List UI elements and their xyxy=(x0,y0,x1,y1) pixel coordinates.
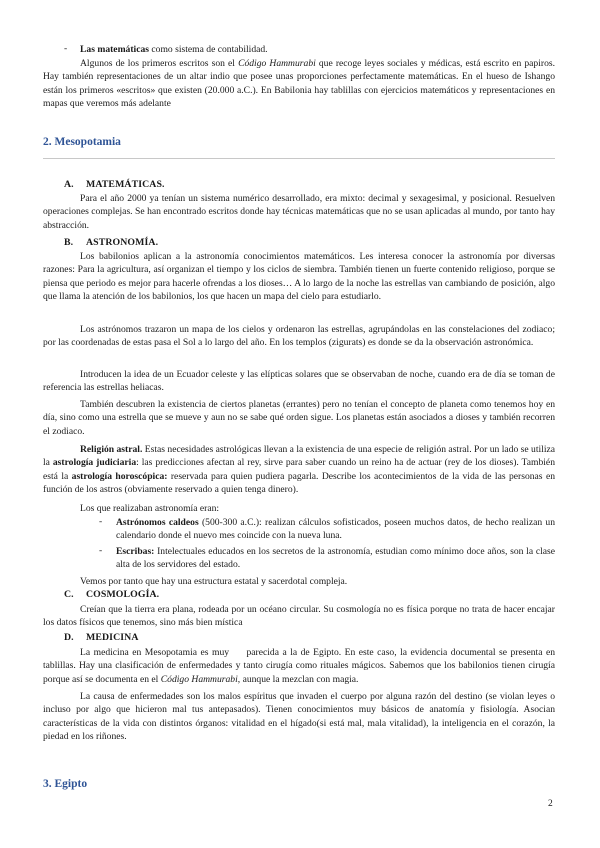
section-d-text-1: La medicina en Mesopotamia es muy parecida a la de Egipto. En este caso, la evidencia documental se presenta en tablillas. Hay una clasificación de enfermedades y tanto cirugía como rituales mágicos. Sabemos que los babilonios tienen cirugía porque así se documenta en el xyxy=(43,647,558,685)
bullet-bold-text: Las matemáticas xyxy=(80,44,150,55)
section-b-paragraph-3: Introducen la idea de un Ecuador celeste y las elípticas solares que se observaban de noche, cuando era de día se toman de referencia las estrellas heliacas. xyxy=(43,369,555,394)
section-d-letter: D. xyxy=(64,632,74,643)
p5-text-3: reservada para quien pudiera pagarla. Describe los acontecimientos de la vida de las personas en función de los astros (obviamente reservado a quien tenga dinero). xyxy=(43,470,555,496)
section-c-text: Creían que la tierra era plana, rodeada por un océano circular. Su cosmología no es física porque no trata de hacer encajar los datos físicos que tenemos, sino más bien mística xyxy=(43,604,555,629)
bullet-escribas xyxy=(116,545,555,572)
bullet-marker: - xyxy=(99,545,103,556)
astrologia-horoscopica-bold: astrología horoscópica: xyxy=(71,470,168,482)
bullet-bold-text: Astrónomos caldeos xyxy=(116,517,199,528)
bullet-matematicas xyxy=(80,43,560,56)
section-b-paragraph-2: Los astrónomos trazaron un mapa de los cielos y ordenaron las estrellas, agrupándolas en las constelaciones del zodiaco; por las coordenadas de estas pasa el Sol a lo largo del año. En los templos (zigurats) es donde se da la observación astronómica. xyxy=(43,324,555,349)
section-d-heading xyxy=(64,632,139,643)
section-b-paragraph-7: Vemos por tanto que hay una estructura estatal y sacerdotal compleja. xyxy=(80,576,348,587)
section-a-letter: A. xyxy=(64,179,74,190)
section-c-letter: C. xyxy=(64,589,74,600)
intro-text-2: que recoge leyes sociales y médicas, está escrito en papiros. Hay también representaciones de un altar indio que posee unas proporciones perfectamente matemáticas. En el hueso de Ishango están los primeros «escritos» que existen (20.000 a.C.). En Babilonia hay tablillas con ejercicios matemáticos y representaciones en mapas que veremos más adelante xyxy=(43,58,555,110)
p5-text-2: : las predicciones afectan al rey, sirve para saber cuando un reino ha de actuar (rey de los dioses). También está la xyxy=(43,457,555,482)
intro-italic: Código Hammurabi xyxy=(238,58,316,69)
section-b-paragraph-5 xyxy=(43,443,555,497)
bullet-text: (500-300 a.C.): realizan cálculos sofisticados, poseen muchos datos, de hecho realizan un calendario donde el nuevo mes coincide con la nueva luna. xyxy=(116,517,555,542)
bullet-astronomos-caldeos xyxy=(116,516,555,543)
bullet-marker: - xyxy=(64,43,68,54)
section-a-title: MATEMÁTICAS. xyxy=(86,179,165,190)
heading-divider xyxy=(43,158,555,159)
intro-paragraph xyxy=(43,57,555,111)
section-c-title: COSMOLOGÍA. xyxy=(86,589,160,600)
bullet-text: como sistema de contabilidad. xyxy=(149,44,268,55)
section-a-text: Para el año 2000 ya tenían un sistema numérico desarrollado, era mixto: decimal y sexagesimal, y posicional. Resuelven operaciones complejas. Se han encontrado escritos donde hay técnicas matemáticas que no se usan aplicadas al mundo, por tanto hay abstracción. xyxy=(43,193,555,231)
section-b-paragraph-1: Los babilonios aplican a la astronomía conocimientos matemáticos. Les interesa conocer la astronomía por diversas razones: Para la agricultura, así organizan el tiempo y los ciclos de siembra. También tienen un fuerte contenido religioso, porque se piensa que periodo es mejor para hacerle ofrendas a los dioses… A lo largo de la noche las estrellas van cambiando de posición, algo que llama la atención de los babilonios, los que hacen un mapa del cielo para estudiarlo. xyxy=(43,251,555,303)
intro-text-1: Algunos de los primeros escritos son el xyxy=(80,58,239,69)
p5-text-1: Estas necesidades astrológicas llevan a la existencia de una especie de religión astral. Por un lado se utiliza la xyxy=(43,444,556,469)
bullet-text: Intelectuales educados en los secretos de la astronomía, estudian como mínimo doce años, son la clase alta de los servidores del estado. xyxy=(116,546,555,571)
heading-egipto: 3. Egipto xyxy=(43,778,88,790)
heading-mesopotamia: 2. Mesopotamia xyxy=(43,136,121,148)
section-b-paragraph-6: Los que realizaban astronomía eran: xyxy=(80,503,220,514)
section-a-heading xyxy=(64,179,165,190)
section-b-letter: B. xyxy=(64,237,74,248)
section-d-title: MEDICINA xyxy=(86,632,139,643)
section-d-paragraph-1 xyxy=(43,646,558,686)
section-b-heading xyxy=(64,237,158,248)
section-b-paragraph-4: También descubren la existencia de ciertos planetas (errantes) pero no tenían el concepto de planeta como tenemos hoy en día, sino como una estrella que se mueve y aun no se sabe qué orden sigue. Los planetas están asociados a dioses y también recorren el zodiaco. xyxy=(43,399,555,437)
section-d-text-2: , aunque la mezclan con magia. xyxy=(237,673,359,685)
section-d-italic: Código Hammurabi xyxy=(160,673,238,685)
astrologia-judiciaria-bold: astrología judiciaria xyxy=(52,457,137,469)
bullet-bold-text: Escribas: xyxy=(116,546,155,557)
section-d-paragraph-2: La causa de enfermedades son los malos espíritus que invaden el cuerpo por alguna razón del destino (se violan leyes o incluso por algo que hicieron mal tus antepasados). Tienen conocimientos muy básicos de anatomía y fisiología. Asocian características de la vida con distintos órganos: vitalidad en el hígado(si está mal, mala vitalidad), la inteligencia en el corazón, la piedad en los riñones. xyxy=(43,691,555,743)
religion-astral-bold: Religión astral. xyxy=(80,444,143,455)
bullet-marker: - xyxy=(99,516,103,527)
page-number: 2 xyxy=(548,799,553,809)
section-c-heading xyxy=(64,589,159,600)
section-b-title: ASTRONOMÍA. xyxy=(86,237,159,248)
